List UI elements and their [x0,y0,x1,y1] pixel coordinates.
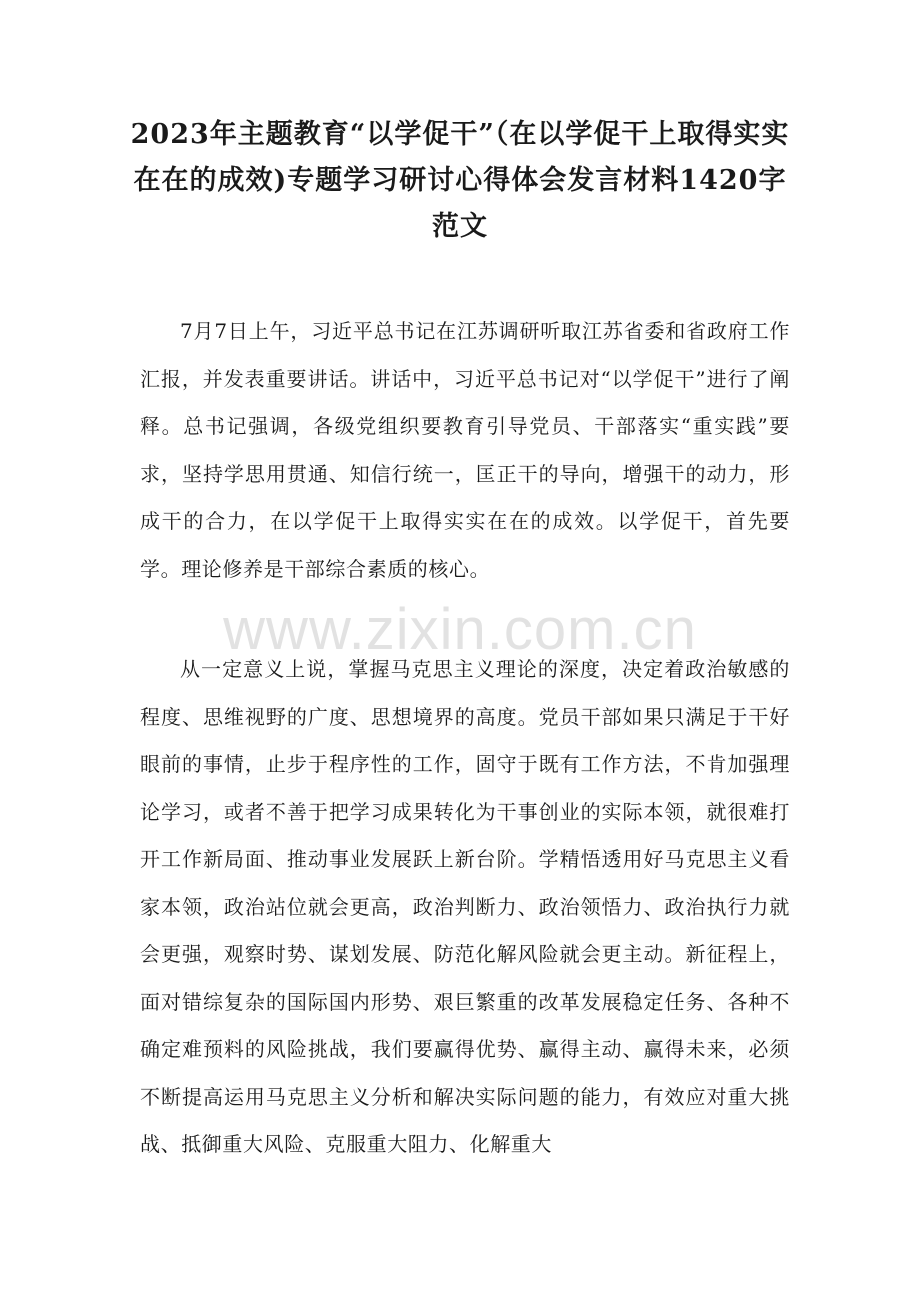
paragraph-1: 7月7日上午，习近平总书记在江苏调研听取江苏省委和省政府工作汇报，并发表重要讲话。讲话中，习近平总书记对“以学促干”进行了阐释。总书记强调，各级党组织要教育引导党员、干部落实“重实践”要求，坚持学思用贯通、知信行统一，匡正干的导向，增强干的动力，形成干的合力，在以学促干上取得实实在在的成效。以学促干，首先要学。理论修养是干部综合素质的核心。 [140,319,790,581]
document-title: 2023年主题教育“以学促干”（在以学促干上取得实实在在的成效)专题学习研讨心得体会发言材料1420字范文 [130,119,790,242]
watermark: www.zixin.com.cn [223,597,697,662]
paragraph-2: 从一定意义上说，掌握马克思主义理论的深度，决定着政治敏感的程度、思维视野的广度、思想境界的高度。党员干部如果只满足于干好眼前的事情，止步于程序性的工作，固守于既有工作方法，不肯加强理论学习，或者不善于把学习成果转化为干事创业的实际本领，就很难打开工作新局面、推动事业发展跃上新台阶。学精悟透用好马克思主义看家本领，政治站位就会更高，政治判断力、政治领悟力、政治执行力就会更强，观察时势、谋划发展、防范化解风险就会更主动。新征程上，面对错综复杂的国际国内形势、艰巨繁重的改革发展稳定任务、各种不确定难预料的风险挑战，我们要赢得优势、赢得主动、赢得未来，必须不断提高运用马克思主义分析和解决实际问题的能力，有效应对重大挑战、抵御重大风险、克服重大阻力、化解重大 [140,657,790,1156]
